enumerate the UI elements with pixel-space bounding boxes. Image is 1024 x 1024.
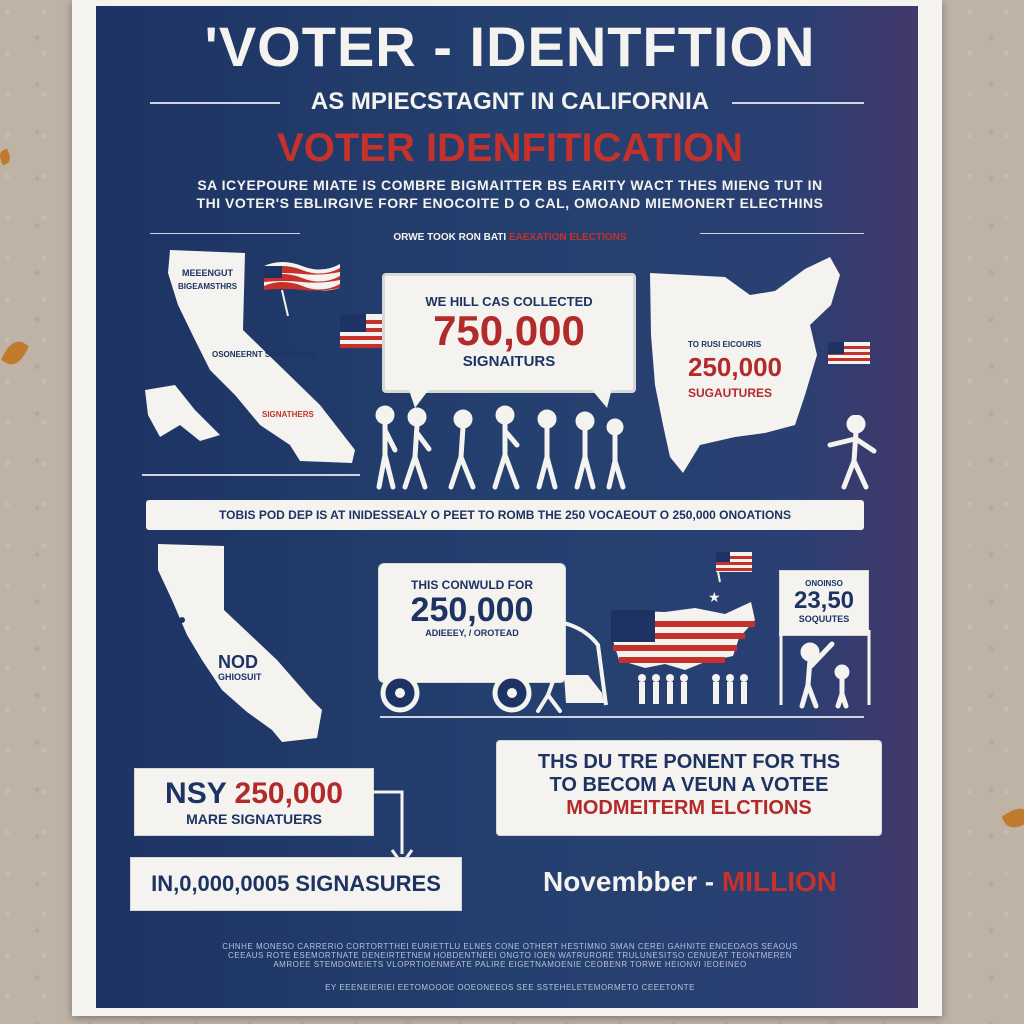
description-line: SA ICYEPOURE MIATE IS COMBRE BIGMAITTER BS EARITY WACT THES MIENG TUT IN xyxy=(197,177,823,193)
signatures-bubble xyxy=(382,273,636,393)
fine-print-line: EY EEENEIERIEI EETOMOOOE OOEONEEOS SEE SSTEHELETEMORMETO CEEETONTE xyxy=(325,983,695,992)
divider xyxy=(700,233,864,234)
truck-label: ADIEEEY, / OROTEAD xyxy=(425,628,519,638)
us-flag-map-icon xyxy=(605,590,765,710)
divider xyxy=(380,716,864,718)
person-icon xyxy=(822,415,882,490)
truck-icon xyxy=(376,615,616,715)
truck-caption: THIS CONWULD FOR xyxy=(411,578,533,592)
us-map-label: SUGAUTURES xyxy=(688,386,773,400)
sign-caption: ONOINSO xyxy=(805,579,843,588)
nsy-signatures-box xyxy=(134,768,374,836)
california-label: MEEENGUT xyxy=(182,268,234,278)
california-map-icon xyxy=(152,540,332,750)
walking-people-icon xyxy=(375,405,635,495)
small-caption xyxy=(300,232,720,243)
connector-arrow-icon xyxy=(370,788,420,868)
california-label: OSONEERNT SIGNATURES xyxy=(212,350,317,359)
leaf-decoration xyxy=(1,337,30,369)
svg-text:★: ★ xyxy=(708,590,721,605)
subtitle: AS MPIECSTAGNT IN CALIFORNIA xyxy=(310,88,710,115)
us-map-caption: TO RUSI EICOURIS xyxy=(688,340,762,349)
bubble-label: SIGNAITURS xyxy=(462,353,556,370)
poster-title: 'VOTER - IDENTFTION xyxy=(204,15,816,78)
truck-number: 250,000 xyxy=(410,591,534,629)
sign-holder-icon xyxy=(776,630,876,710)
leaf-decoration xyxy=(1001,804,1024,833)
midterm-line3: MODMEITERM ELCTIONS xyxy=(566,797,812,819)
midterm-line1: THS DU TRE PONENT FOR THS xyxy=(537,751,841,773)
california-label: SIGNATHERS xyxy=(262,410,314,419)
sign-number: 23,50 xyxy=(793,587,855,614)
flag-icon xyxy=(262,258,342,318)
california-label: GHIOSUIT xyxy=(218,672,262,682)
bubble-caption: WE HILL CAS COLLECTED xyxy=(425,294,593,309)
november-million xyxy=(500,866,880,898)
total-signatures-box xyxy=(130,857,462,911)
california-label: BIGEAMSTHRS xyxy=(178,282,238,291)
flag-icon xyxy=(826,340,872,370)
november-text: Novembber - xyxy=(542,866,722,897)
fine-print-line: CHNHE MONESO CARRERIO CORTORTTHEI EURIETTLU ELNES CONE OTHERT HESTIMNO SMAN CEREI GAHNITE ENCEOAOS SEAOUS xyxy=(222,942,798,951)
fine-print xyxy=(150,942,870,992)
info-banner: TOBIS POD DEP IS AT INIDESSEALY O PEET TO ROMB THE 250 VOCAEOUT O 250,000 ONOATIONS xyxy=(146,500,864,530)
million-text: MILLION xyxy=(721,866,838,897)
nsy-prefix: NSY xyxy=(165,777,235,810)
flag-icon xyxy=(714,550,756,584)
midterm-box xyxy=(496,740,882,836)
leaf-decoration xyxy=(0,149,12,166)
red-heading: VOTER IDENFITICATION xyxy=(277,126,743,170)
description xyxy=(150,176,870,212)
divider xyxy=(150,233,300,234)
fine-print-line: CEEAUS ROTE ESEMORTNATE DENEIRTETNEM HOBDENTNEEI ONGTO IOEN WATRURORE TRULUNESITSO CENUEAT TEONTMEREN xyxy=(227,951,793,960)
small-caption-white: ORWE TOOK RON BATI xyxy=(393,232,507,243)
sign-label: SOQUUTES xyxy=(798,614,850,624)
sign-box xyxy=(779,570,869,636)
total-signatures-text: IN,0,000,0005 SIGNASURES xyxy=(151,871,441,896)
california-label: NOD xyxy=(218,652,258,672)
small-caption-red: EAEXATION ELECTIONS xyxy=(508,232,627,243)
fine-print-line: AMROEE STEMDOMEIETS VLOPRTIOENMEATE PALIRE EIGETNAMOENIE CEOBENR TORWE HEIONVI IEOEINEO xyxy=(273,960,747,969)
bubble-number: 750,000 xyxy=(433,307,585,354)
nsy-label: MARE SIGNATUERS xyxy=(186,811,322,827)
nsy-number: 250,000 xyxy=(234,777,343,810)
description-line: THI VOTER'S EBLIRGIVE FORF ENOCOITE D O CAL, OMOAND MIEMONERT ELECTHINS xyxy=(196,195,824,211)
midterm-line2: TO BECOM A VEUN A VOTEE xyxy=(549,774,829,796)
us-map-number: 250,000 xyxy=(688,352,782,382)
